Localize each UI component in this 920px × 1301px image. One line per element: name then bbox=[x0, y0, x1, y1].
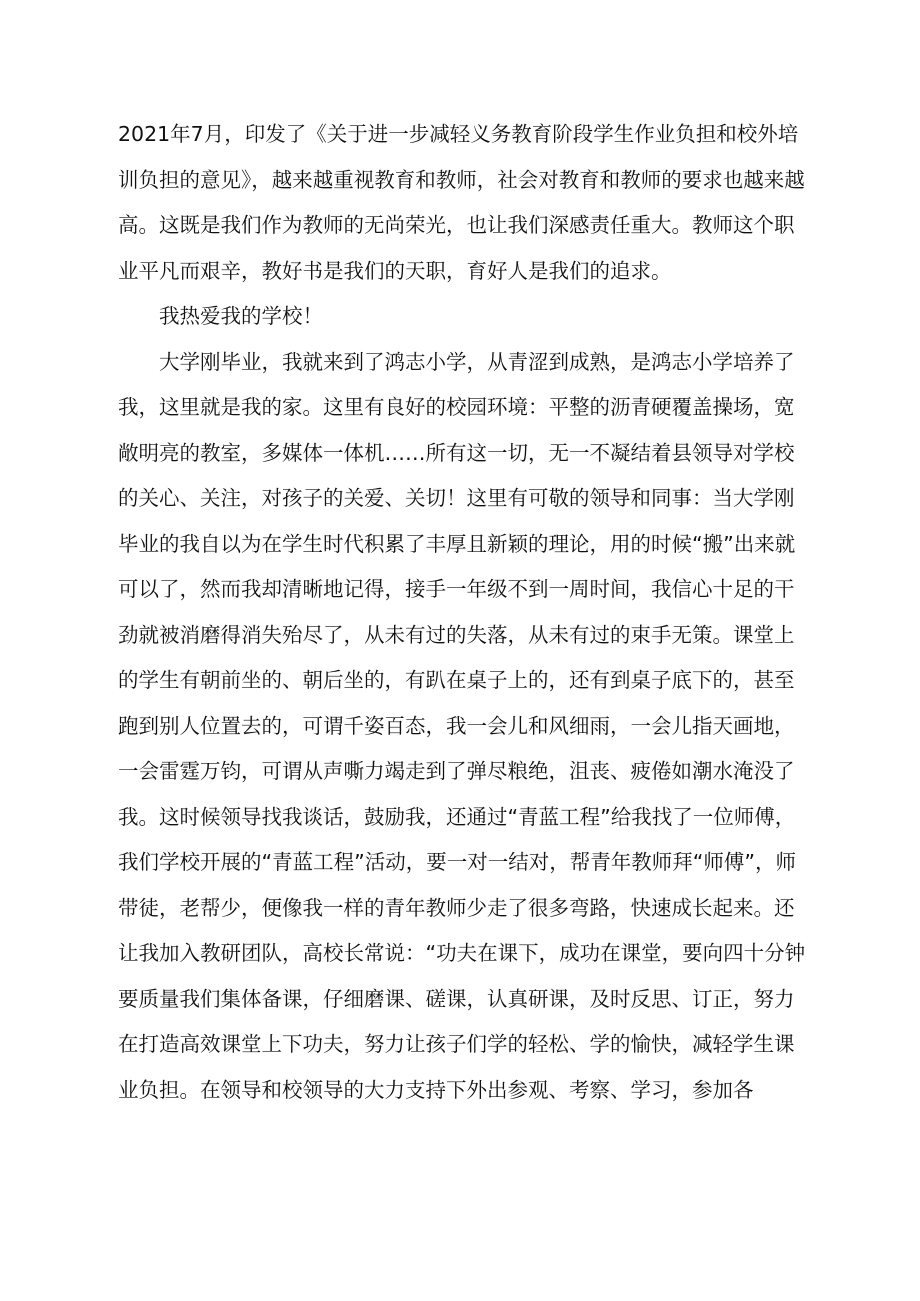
paragraph-love-school: 我热爱我的学校！ bbox=[159, 304, 323, 328]
paragraph-policy-intro: 2021年7月，印发了《关于进一步减轻义务教育阶段学生作业负担和校外培训负担的意见》，越来越重视教育和教师，社会对教育和教师的要求也越来越高。这既是我们作为教师的无尚荣光，也让我们深感责任重大。教师这个职业平凡而艰辛，教好书是我们的天职，育好人是我们的追求。 bbox=[118, 122, 805, 283]
paragraph-school-experience: 大学刚毕业，我就来到了鸿志小学，从青涩到成熟，是鸿志小学培养了我，这里就是我的家。这里有良好的校园环境：平整的沥青硬覆盖操场，宽敞明亮的教室，多媒体一体机……所有这一切，无一不凝结着县领导对学校的关心、关注，对孩子的关爱、关切！这里有可敬的领导和同事：当大学刚毕业的我自以为在学生时代积累了丰厚且新颖的理论，用的时候“搬”出来就可以了，然而我却清晰地记得，接手一年级不到一周时间，我信心十足的干劲就被消磨得消失殆尽了，从未有过的失落，从未有过的束手无策。课堂上的学生有朝前坐的、朝后坐的，有趴在桌子上的，还有到桌子底下的，甚至跑到别人位置去的，可谓千姿百态，我一会儿和风细雨，一会儿指天画地，一会雷霆万钧，可谓从声嘶力竭走到了弹尽粮绝，沮丧、疲倦如潮水淹没了我。这时候领导找我谈话，鼓励我，还通过“青蓝工程”给我找了一位师傅，我们学校开展的“青蓝工程”活动，要一对一结对，帮青年教师拜“师傅”，师带徒，老帮少，便像我一样的青年教师少走了很多弯路，快速成长起来。还让我加入教研团队，高校长常说：“功夫在课下，成功在课堂，要向四十分钟要质量我们集体备课，仔细磨课、磋课，认真研课，及时反思、订正，努力在打造高效课堂上下功夫，努力让孩子们学的轻松、学的愉快，减轻学生课业负担。在领导和校领导的大力支持下外出参观、考察、学习，参加各 bbox=[118, 349, 806, 1102]
document-body bbox=[118, 112, 808, 1113]
